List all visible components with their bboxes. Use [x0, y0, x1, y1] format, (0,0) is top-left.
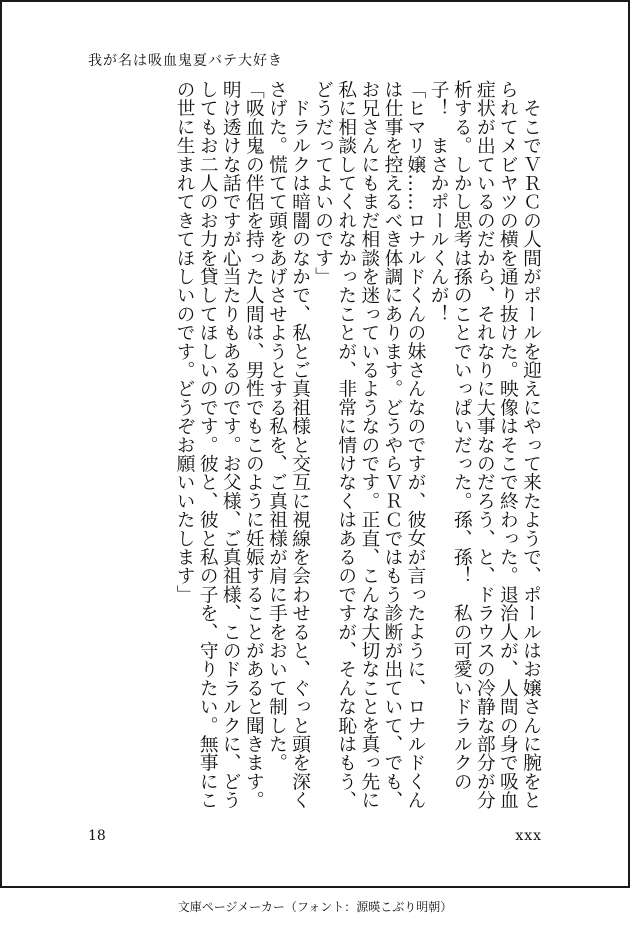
text-line-8: お兄さんにもまだ相談を迷っているようなのです。正直、こんな大切なことを真っ先に [358, 80, 380, 810]
footer-credit: 文庫ページメーカー（フォント：源暎こぶり明朝） [177, 900, 453, 914]
text-line-10: どうだってよいのです」 [312, 80, 334, 286]
text-line-16: の世に生まれてきてほしいのです。どうぞお願いいたします」 [173, 80, 195, 604]
text-line-1: そこでＶＲＣの人間がポールを迎えにやって来たようで、ポールはお嬢さんに腕をと [520, 80, 541, 810]
text-line-12: さげた。慌てて頭をあげさせようとする私を、ご真祖様が肩に手をおいて制した。 [265, 80, 287, 772]
text-line-15: してもお二人のお力を貸してほしいのです。彼と、彼と私の子を、守りたい。無事にこ [196, 80, 218, 810]
text-line-5: 子！ まさかポールくんが！ [427, 80, 449, 324]
text-line-13: 「吸血鬼の伴侶を持った人間は、男性でもこのように妊娠することがあると聞きます。 [242, 80, 264, 810]
text-line-6: 「ヒマリ嬢……ロナルドくんの妹さんなのですが、彼女が言ったように、ロナルドくん [404, 80, 426, 810]
text-line-9: 私に相談してくれなかったことが、非常に情けなくはあるのですが、そんな恥はもう、 [335, 80, 357, 810]
text-line-3: 症状が出ているのだから、それなりに大事なのだろう、と、ドラウスの冷静な部分が分 [473, 80, 495, 810]
text-line-2: られてメビヤツの横を通り抜けた。映像はそこで終わった。退治人が、人間の身で吸血 [496, 80, 518, 810]
running-title: 我が名は吸血鬼夏バテ大好き [88, 53, 283, 69]
text-line-14: 明け透けな話ですが心当たりもあるのです。お父様、ご真祖様、このドラルクに、どう [219, 80, 241, 810]
text-line-11: ドラルクは暗闇のなかで、私とご真祖様と交互に視線を会わせると、ぐっと頭を深く [289, 80, 311, 810]
page-number: 18 [88, 828, 106, 844]
text-line-7: は仕事を控えるべき体調にあります。どうやらＶＲＣではもう診断が出ていて、でも、 [381, 80, 403, 810]
text-line-4: 析する。しかし思考は孫のことでいっぱいだった。孫、孫！ 私の可愛いドラルクの [450, 80, 472, 791]
vertical-body-text [80, 80, 542, 820]
page-tag: xxx [515, 828, 542, 844]
